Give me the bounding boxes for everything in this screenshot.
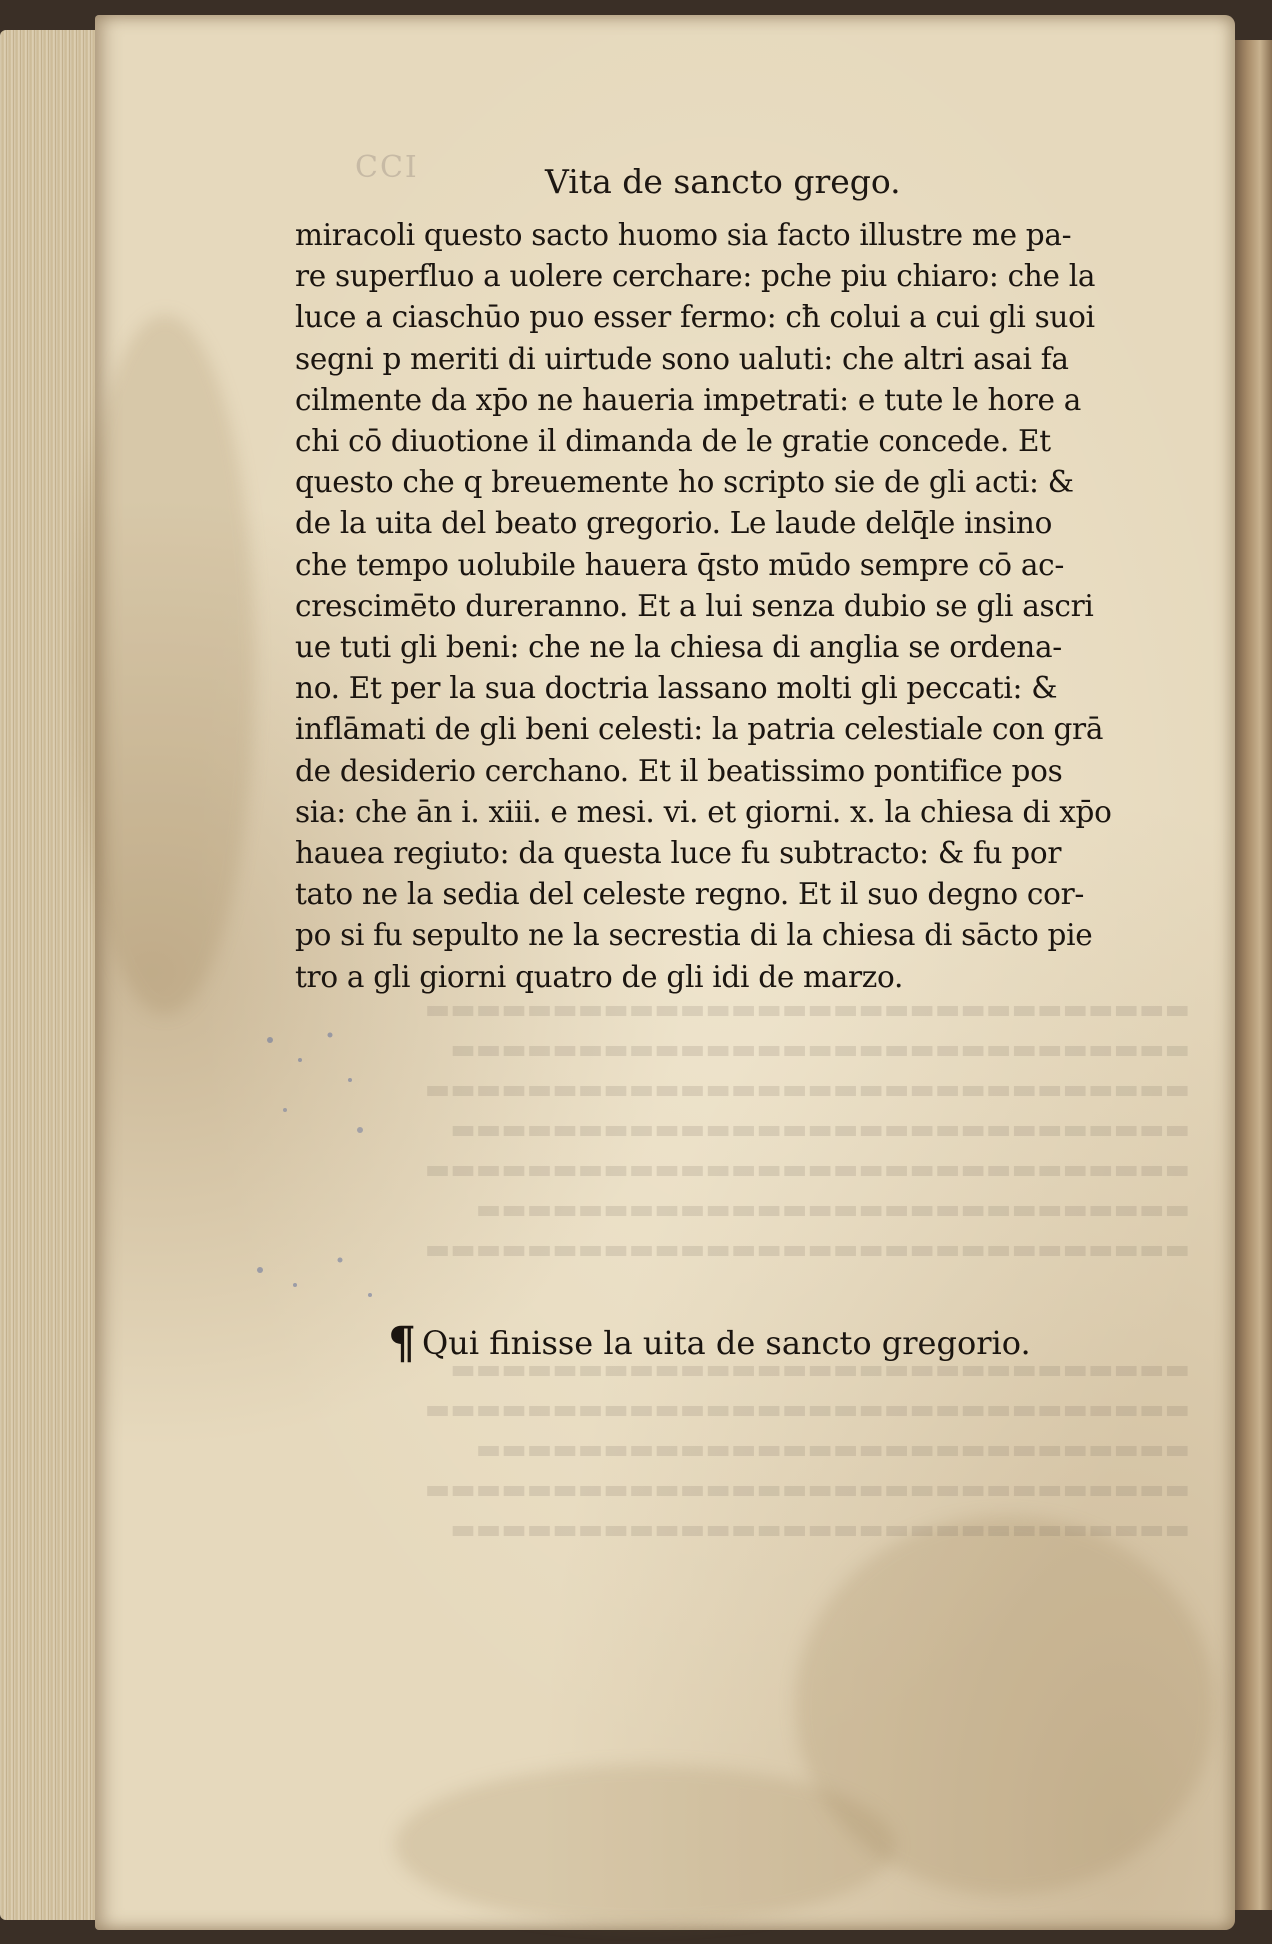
text-line: cilmente da xp̄o ne haueria impetrati: e tute le hore a [295, 382, 1082, 417]
body-text [295, 215, 1185, 998]
show-through-line: ▬▬▬▬▬▬▬▬▬▬▬▬▬▬▬▬▬▬▬▬▬▬▬▬▬▬▬▬▬▬ [424, 1394, 1190, 1425]
show-through-line: ▬▬▬▬▬▬▬▬▬▬▬▬▬▬▬▬▬▬▬▬▬▬▬▬▬▬▬▬▬▬ [424, 1074, 1190, 1105]
show-through-line: ▬▬▬▬▬▬▬▬▬▬▬▬▬▬▬▬▬▬▬▬▬▬▬▬▬▬▬▬▬ [450, 1354, 1190, 1385]
show-through-line: ▬▬▬▬▬▬▬▬▬▬▬▬▬▬▬▬▬▬▬▬▬▬▬▬▬▬▬▬▬▬ [424, 1234, 1190, 1265]
text-line: che tempo uolubile hauera q̄sto mūdo sempre cō ac- [295, 547, 1064, 582]
text-line: questo che q breuemente ho scripto sie de gli acti: & [295, 465, 1074, 500]
text-line: ue tuti gli beni: che ne la chiesa di anglia se ordena- [295, 630, 1062, 665]
text-line: po si fu sepulto ne la secrestia di la chiesa di sācto pie [295, 918, 1093, 953]
show-through-line: ▬▬▬▬▬▬▬▬▬▬▬▬▬▬▬▬▬▬▬▬▬▬▬▬▬▬▬▬▬ [450, 1514, 1190, 1545]
paper-stain [75, 315, 255, 1015]
text-line: chi cō diuotione il dimanda de le gratie concede. Et [295, 424, 1051, 459]
show-through-line: ▬▬▬▬▬▬▬▬▬▬▬▬▬▬▬▬▬▬▬▬▬▬▬▬▬▬▬▬ [475, 1194, 1190, 1225]
pilcrow-icon: ¶ [388, 1318, 416, 1369]
text-line: crescimēto dureranno. Et a lui senza dubio se gli ascri [295, 588, 1094, 623]
book-cover-edge-right [1232, 40, 1272, 1910]
ink-specks [240, 1020, 390, 1320]
colophon-text: Qui finisse la uita de sancto gregorio. [422, 1324, 1031, 1362]
text-line: re superfluo a uolere cerchare: pche piu chiaro: che la [295, 259, 1096, 294]
show-through-line: ▬▬▬▬▬▬▬▬▬▬▬▬▬▬▬▬▬▬▬▬▬▬▬▬▬▬▬▬ [475, 1434, 1190, 1465]
text-line: segni p meriti di uirtude sono ualuti: che altri asai fa [295, 341, 1069, 376]
text-line: hauea regiuto: da questa luce fu subtracto: & fu por [295, 836, 1062, 871]
show-through-line: ▬▬▬▬▬▬▬▬▬▬▬▬▬▬▬▬▬▬▬▬▬▬▬▬▬▬▬▬▬▬ [424, 994, 1190, 1025]
text-line: tro a gli giorni quatro de gli idi de marzo. [295, 959, 904, 994]
text-line: miracoli questo sacto huomo sia facto illustre me pa- [295, 218, 1072, 252]
show-through-line: ▬▬▬▬▬▬▬▬▬▬▬▬▬▬▬▬▬▬▬▬▬▬▬▬▬▬▬▬▬▬ [424, 1474, 1190, 1505]
text-line: de desiderio cerchano. Et il beatissimo pontifice pos [295, 753, 1063, 788]
running-head: Vita de sancto grego. [545, 162, 901, 201]
text-line: sia: che ān i. xiii. e mesi. vi. et giorni. x. la chiesa di xp̄o [295, 794, 1112, 829]
show-through-line: ▬▬▬▬▬▬▬▬▬▬▬▬▬▬▬▬▬▬▬▬▬▬▬▬▬▬▬▬▬ [450, 1114, 1190, 1145]
show-through-line [290, 1270, 1190, 1310]
show-through-line: ▬▬▬▬▬▬▬▬▬▬▬▬▬▬▬▬▬▬▬▬▬▬▬▬▬▬▬▬▬▬ [424, 1154, 1190, 1185]
book-page-edges-left [0, 30, 100, 1920]
show-through-texture [290, 990, 1190, 1550]
text-line: no. Et per la sua doctria lassano molti gli peccati: & [295, 671, 1058, 706]
text-line: tato ne la sedia del celeste regno. Et il suo degno cor- [295, 877, 1085, 912]
show-through-line: ▬▬▬▬▬▬▬▬▬▬▬▬▬▬▬▬▬▬▬▬▬▬▬▬▬▬▬▬▬ [450, 1034, 1190, 1065]
text-line: de la uita del beato gregorio. Le laude delq̄le insino [295, 506, 1053, 541]
faded-header-mark: CCI [355, 150, 419, 185]
text-line: luce a ciaschūo puo esser fermo: cħ colui a cui gli suoi [295, 300, 1095, 335]
paper-stain [395, 1765, 895, 1925]
colophon [388, 1318, 1031, 1369]
text-line: inflāmati de gli beni celesti: la patria celestiale con grā [295, 712, 1104, 747]
